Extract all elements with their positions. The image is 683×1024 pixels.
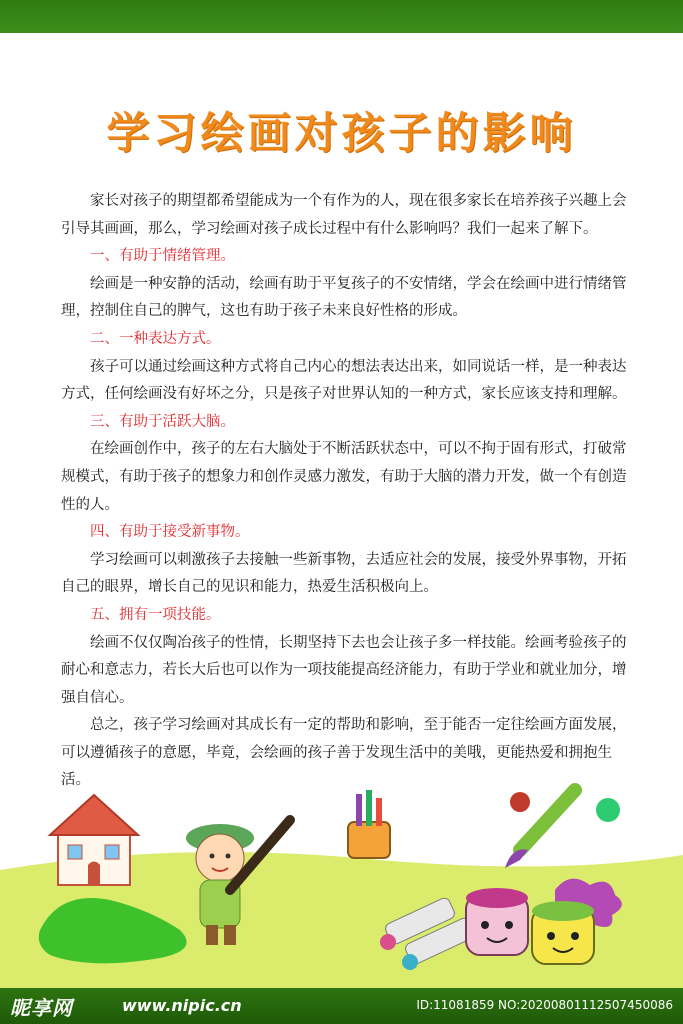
section-heading-4: 四、有助于接受新事物。: [90, 524, 250, 541]
watermark-url: www.nipic.cn: [122, 996, 242, 1015]
article-body: [61, 188, 629, 795]
cartoon-illustration: [0, 780, 683, 988]
house-icon: [50, 795, 138, 885]
section-paragraph-3: 在绘画创作中，孩子的左右大脑处于不断活跃状态中，可以不拘于固有形式，打破常规模式，有助于孩子的想象力和创作灵感力激发，有助于大脑的潜力开发，做一个有创造性的人。: [61, 441, 627, 513]
section-paragraph-5: 绘画不仅仅陶冶孩子的性情，长期坚持下去也会让孩子多一样技能。绘画考验孩子的耐心和意志力，若长大后也可以作为一项技能提高经济能力，有助于学业和就业加分，增强自信心。: [61, 634, 627, 706]
section-paragraph-4: 学习绘画可以刺激孩子去接触一些新事物，去适应社会的发展，接受外界事物，开拓自己的眼界，增长自己的见识和能力，热爱生活积极向上。: [61, 551, 627, 596]
conclusion-paragraph: 总之，孩子学习绘画对其成长有一定的帮助和影响，至于能否一定往绘画方面发展，可以遵循孩子的意愿，毕竟，会绘画的孩子善于发现生活中的美哦，更能热爱和拥抱生活。: [61, 717, 627, 789]
section-heading-2: 二、一种表达方式。: [90, 330, 221, 347]
section-heading-5: 五、拥有一项技能。: [90, 606, 221, 623]
intro-paragraph: 家长对孩子的期望都希望能成为一个有作为的人，现在很多家长在培养孩子兴趣上会引导其画画，那么，学习绘画对孩子成长过程中有什么影响吗？我们一起来了解下。: [61, 193, 627, 237]
watermark-bar: [0, 988, 683, 1024]
top-green-bar: [0, 0, 683, 33]
paint-bucket-icon: [348, 790, 390, 858]
section-heading-1: 一、有助于情绪管理。: [90, 248, 235, 265]
watermark-logo: 昵享网: [10, 996, 73, 1020]
section-paragraph-2: 孩子可以通过绘画这种方式将自己内心的想法表达出来，如同说话一样，是一种表达方式，任何绘画没有好坏之分，只是孩子对世界认知的一种方式，家长应该支持和理解。: [61, 358, 627, 403]
section-paragraph-1: 绘画是一种安静的活动，绘画有助于平复孩子的不安情绪，学会在绘画中进行情绪管理，控制住自己的脾气，这也有助于孩子未来良好性格的形成。: [61, 275, 627, 320]
watermark-id: ID:11081859 NO:20200801112507450086: [416, 998, 673, 1012]
poster-title: 学习绘画对孩子的影响: [106, 109, 577, 159]
section-heading-3: 三、有助于活跃大脑。: [90, 413, 235, 430]
